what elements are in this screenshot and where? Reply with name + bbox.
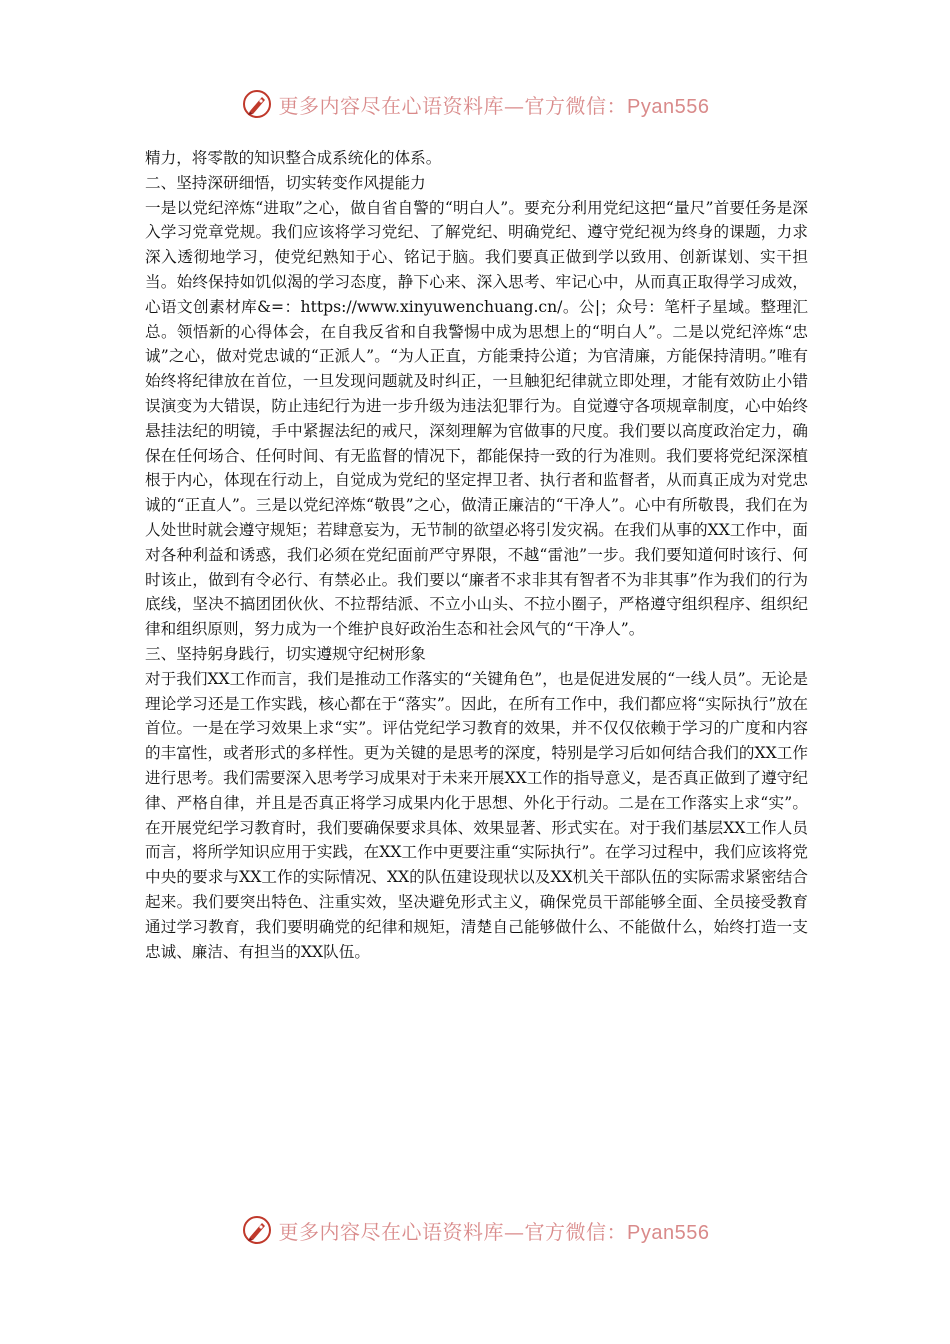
footer-banner-text [279, 1216, 710, 1245]
section-heading-2: 二、坚持深研细悟，切实转变作风提能力 [145, 173, 426, 192]
paragraph-continuation: 精力，将零散的知识整合成系统化的体系。 [145, 149, 442, 167]
footer-banner-label: 更多内容尽在心语资料库—官方微信： [278, 1219, 628, 1244]
paragraph-section-3: 对于我们XX工作而言，我们是推动工作落实的“关键角色”，也是促进发展的“一线人员”。无论是理论学习还是工作实践，核心都在于“落实”。因此，在所有工作中，我们都应将“实际执行”放在首位。一是在学习效果上求“实”。评估党纪学习教育的效果，并不仅仅依赖于学习的广度和内容的丰富性，或者形式的多样性。更为关键的是思考的深度，特别是学习后如何结合我们的XX工作进行思考。我们需要深入思考学习成果对于未来开展XX工作的指导意义，是否真正做到了遵守纪律、严格自律，并且是否真正将学习成果内化于思想、外化于行动。二是在工作落实上求“实”。在开展党纪学习教育时，我们要确保要求具体、效果显著、形式实在。对于我们基层XX工作人员而言，将所学知识应用于实践，在XX工作中更要注重“实际执行”。在学习过程中，我们应该将党中央的要求与XX工作的实际情况、XX的队伍建设现状以及XX机关干部队伍的实际需求紧密结合起来。我们要突出特色、注重实效，坚决避免形式主义，确保党员干部能够全面、全员接受教育通过学习教育，我们要明确党的纪律和规矩，清楚自己能够做什么、不能做什么，始终打造一支忠诚、廉洁、有担当的XX队伍。 [145, 669, 808, 961]
header-wechat-id: Pyan556 [627, 95, 710, 118]
section-heading-3: 三、坚持躬身践行，切实遵规守纪树形象 [145, 644, 426, 663]
pen-logo-icon [241, 88, 273, 120]
header-banner-label: 更多内容尽在心语资料库—官方微信： [278, 93, 628, 118]
paragraph-section-2: 一是以党纪淬炼“进取”之心，做自省自警的“明白人”。要充分利用党纪这把“量尺”首要任务是深入学习党章党规。我们应该将学习党纪、了解党纪、明确党纪、遵守党纪视为终身的课题，力求深入透彻地学习，使党纪熟知于心、铭记于脑。我们要真正做到学以致用、创新谋划、实干担当。始终保持如饥似渴的学习态度，静下心来、深入思考、牢记心中，从而真正取得学习成效，心语文创素材库&=：https://www.xinyuwenchuang.cn/。公|；众号：笔杆子星域。整理汇总。领悟新的心得体会，在自我反省和自我警惕中成为思想上的“明白人”。二是以党纪淬炼“忠诚”之心，做对党忠诚的“正派人”。“为人正直，方能秉持公道；为官清廉，方能保持清明。”唯有始终将纪律放在首位，一旦发现问题就及时纠正，一旦触犯纪律就立即处理，才能有效防止小错误演变为大错误，防止违纪行为进一步升级为违法犯罪行为。自觉遵守各项规章制度，心中始终悬挂法纪的明镜，手中紧握法纪的戒尺，深刻理解为官做事的尺度。我们要以高度政治定力，确保在任何场合、任何时间、有无监督的情况下，都能保持一致的行为准则。我们要将党纪深深植根于内心，体现在行动上，自觉成为党纪的坚定捍卫者、执行者和监督者，从而真正成为对党忠诚的“正直人”。三是以党纪淬炼“敬畏”之心，做清正廉洁的“干净人”。心中有所敬畏，我们在为人处世时就会遵守规矩；若肆意妄为，无节制的欲望必将引发灾祸。在我们从事的XX工作中，面对各种利益和诱惑，我们必须在党纪面前严守界限，不越“雷池”一步。我们要知道何时该行、何时该止，做到有令必行、有禁必止。我们要以“廉者不求非其有智者不为非其事”作为我们的行为底线，坚决不搞团团伙伙、不拉帮结派、不立小山头、不拉小圈子，严格遵守组织程序、组织纪律和组织原则，努力成为一个维护良好政治生态和社会风气的“干净人”。 [145, 198, 808, 639]
header-banner-text [279, 90, 710, 119]
footer-banner [0, 1212, 950, 1248]
pen-logo-icon [241, 1214, 273, 1246]
footer-wechat-id: Pyan556 [627, 1221, 710, 1244]
header-banner [0, 86, 950, 122]
document-body [145, 146, 808, 964]
